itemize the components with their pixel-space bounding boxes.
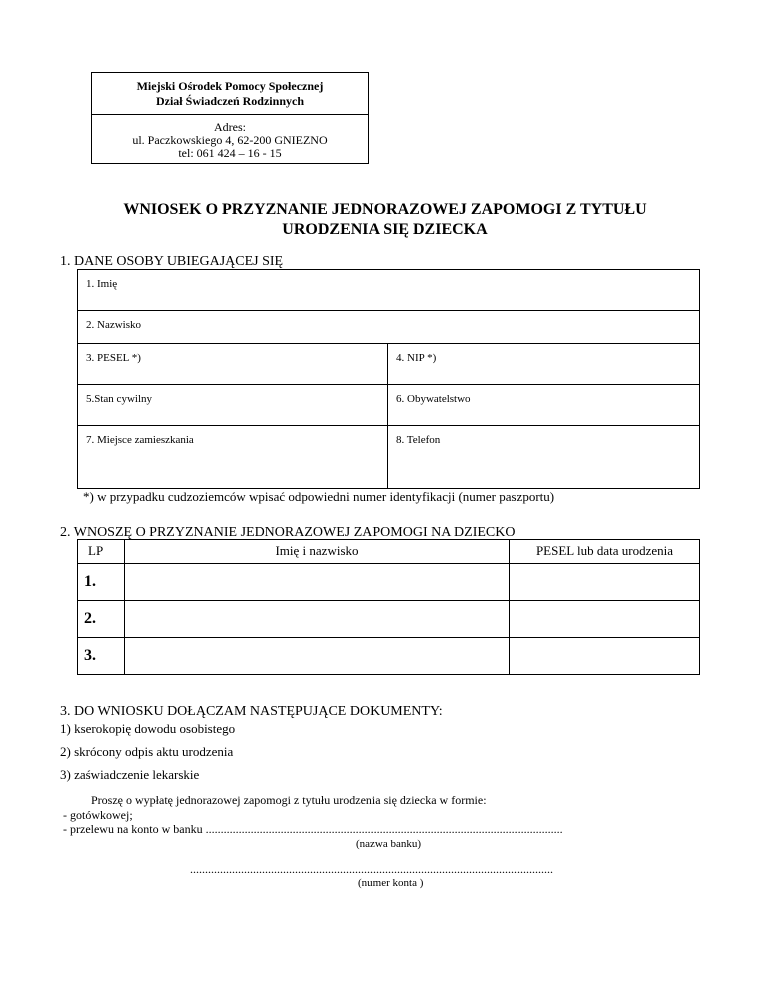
first-name-label: 1. Imię [86, 278, 118, 290]
pesel-label: 3. PESEL *) [86, 352, 141, 364]
office-info-box [91, 72, 369, 164]
residence-label: 7. Miejsce zamieszkania [86, 434, 194, 446]
row-number: 2. [78, 601, 125, 638]
address-label: Adres: [214, 120, 246, 134]
payment-option-cash: - gotówkowej; [63, 808, 133, 822]
office-street: ul. Paczkowskiego 4, 62-200 GNIEZNO [132, 133, 328, 147]
footnote: *) w przypadku cudzoziemców wpisać odpowiedni numer identyfikacji (numer paszportu) [83, 489, 555, 504]
column-header-name: Imię i nazwisko [125, 540, 510, 564]
applicant-data-table [77, 269, 700, 489]
citizenship-field[interactable] [388, 385, 700, 426]
column-header-lp: LP [78, 540, 125, 564]
first-name-field[interactable] [78, 270, 700, 311]
document-item: 3) zaświadczenie lekarskie [60, 767, 200, 782]
child-name-cell[interactable] [125, 601, 510, 638]
nip-field[interactable] [388, 344, 700, 385]
child-name-cell[interactable] [125, 564, 510, 601]
marital-status-label: 5.Stan cywilny [86, 393, 152, 405]
phone-field[interactable] [388, 426, 700, 489]
account-number-hint: (numer konta ) [358, 877, 424, 889]
account-number-line[interactable]: ......................................................................................................................... [190, 862, 553, 876]
phone-label: 8. Telefon [396, 434, 441, 446]
document-item: 2) skrócony odpis aktu urodzenia [60, 744, 234, 759]
table-row [78, 601, 700, 638]
bank-name-hint: (nazwa banku) [356, 838, 422, 850]
nip-label: 4. NIP *) [396, 352, 437, 364]
pesel-field[interactable] [78, 344, 388, 385]
column-header-pesel: PESEL lub data urodzenia [510, 540, 700, 564]
office-name: Miejski Ośrodek Pomocy Społecznej [136, 79, 324, 93]
section3-heading: 3. DO WNIOSKU DOŁĄCZAM NASTĘPUJĄCE DOKUMENTY: [60, 704, 443, 719]
office-department: Dział Świadczeń Rodzinnych [155, 94, 304, 108]
residence-field[interactable] [78, 426, 388, 489]
table-row [78, 564, 700, 601]
children-table-header [78, 540, 700, 564]
marital-status-field[interactable] [78, 385, 388, 426]
row-number: 3. [78, 638, 125, 675]
row-number: 1. [78, 564, 125, 601]
section1-heading: 1. DANE OSOBY UBIEGAJĄCEJ SIĘ [60, 254, 284, 269]
payment-intro: Proszę o wypłatę jednorazowej zapomogi z tytułu urodzenia się dziecka w formie: [91, 793, 487, 807]
table-row [78, 638, 700, 675]
office-phone: tel: 061 424 – 16 - 15 [178, 146, 282, 160]
citizenship-label: 6. Obywatelstwo [396, 393, 471, 405]
form-title [60, 200, 710, 240]
child-pesel-cell[interactable] [510, 638, 700, 675]
document-item: 1) kserokopię dowodu osobistego [60, 721, 236, 736]
child-name-cell[interactable] [125, 638, 510, 675]
section2-heading: 2. WNOSZĘ O PRZYZNANIE JEDNORAZOWEJ ZAPOMOGI NA DZIECKO [60, 525, 516, 540]
form-title-line2: URODZENIA SIĘ DZIECKA [282, 221, 488, 238]
payment-option-transfer: - przelewu na konto w banku ....................................................................................................................... [63, 822, 563, 836]
last-name-label: 2. Nazwisko [86, 319, 141, 331]
office-address-block [92, 115, 368, 160]
office-name-block [92, 73, 368, 115]
last-name-field[interactable] [78, 311, 700, 344]
form-title-line1: WNIOSEK O PRZYZNANIE JEDNORAZOWEJ ZAPOMOGI Z TYTUŁU [123, 201, 647, 218]
children-table [77, 539, 700, 675]
child-pesel-cell[interactable] [510, 564, 700, 601]
child-pesel-cell[interactable] [510, 601, 700, 638]
